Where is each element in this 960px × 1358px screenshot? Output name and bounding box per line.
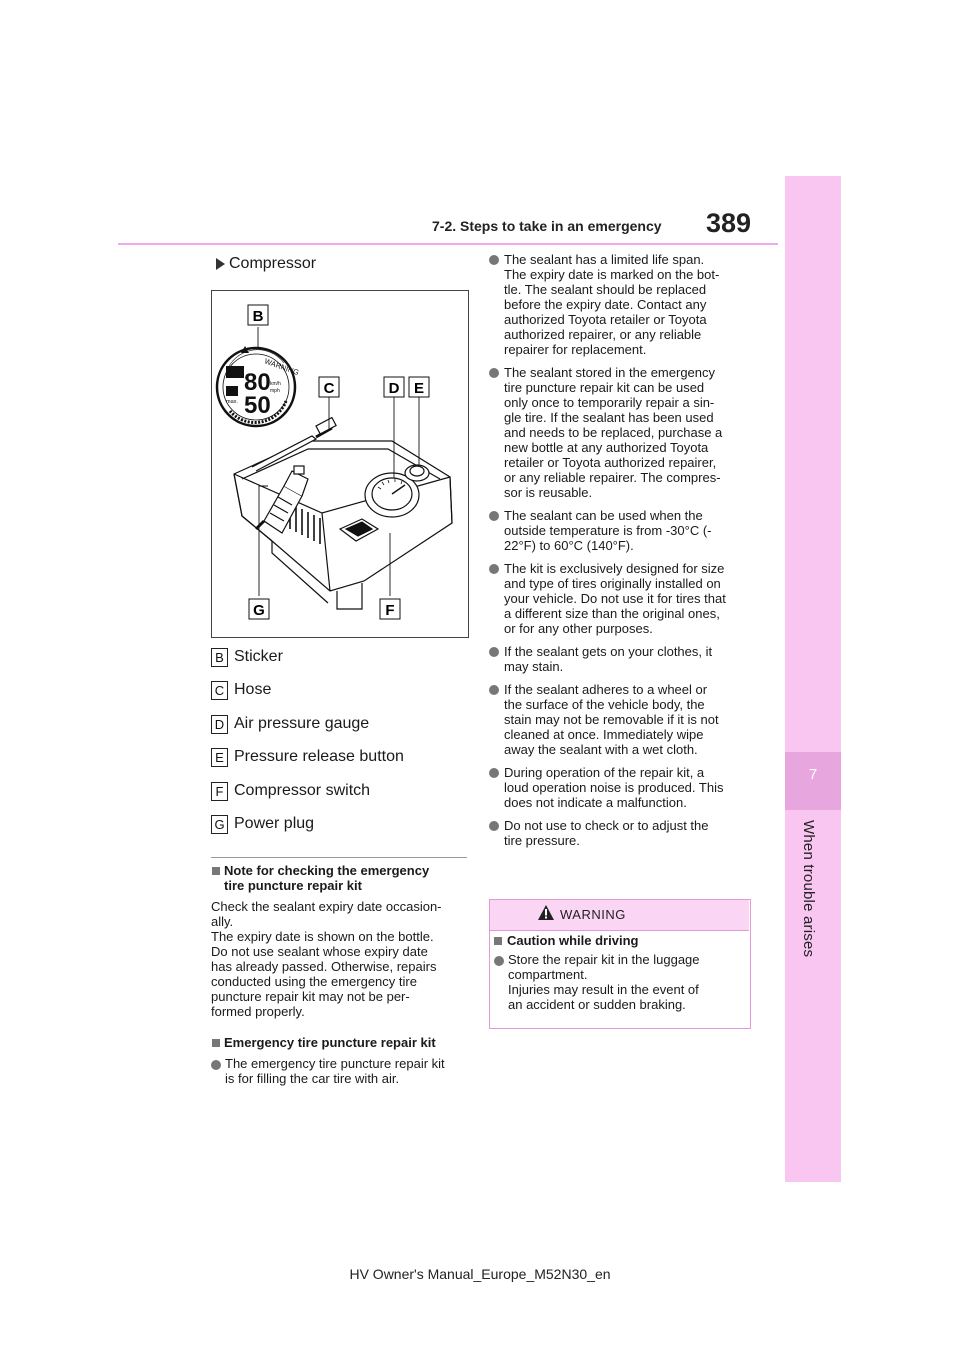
callout-f: F [385, 602, 395, 619]
sticker-speed-top: 80 [244, 369, 271, 396]
warning-bullet [508, 952, 700, 1012]
text-line: or for any other purposes. [504, 621, 653, 636]
chapter-title: When trouble arises [800, 820, 817, 958]
chapter-number: 7 [808, 766, 818, 783]
right-bullet-list [489, 252, 751, 856]
text-line: before the expiry date. Contact any [504, 297, 707, 312]
text-line: The expiry date is shown on the bottle. [211, 929, 434, 944]
side-tab [785, 176, 841, 1182]
text-line: has already passed. Otherwise, repairs [211, 959, 437, 974]
text-line: and type of tires originally installed on [504, 576, 721, 591]
text-line: The kit is exclusively designed for size [504, 561, 725, 576]
text-line: gle tire. If the sealant has been used [504, 410, 714, 425]
legend-label: Pressure release button [234, 748, 404, 765]
square-bullet-icon [212, 1039, 220, 1047]
text-line: authorized Toyota retailer or Toyota [504, 312, 707, 327]
round-bullet-icon [489, 685, 499, 695]
text-line: may stain. [504, 659, 564, 674]
text-line: Do not use to check or to adjust the [504, 818, 709, 833]
square-bullet-icon [212, 867, 220, 875]
square-bullet-icon [494, 937, 502, 945]
text-line: The sealant stored in the emergency [504, 365, 716, 380]
text-line: away the sealant with a wet cloth. [504, 742, 698, 757]
text-line: compartment. [508, 967, 588, 982]
text-line: tire pressure. [504, 833, 580, 848]
text-line: new bottle at any authorized Toyota [504, 440, 709, 455]
note-heading-line-1: Note for checking the emergency [224, 863, 430, 878]
bullet-item [489, 818, 751, 848]
note-body [211, 899, 442, 1019]
sticker-unit-top: km/h [270, 381, 281, 387]
text-line: is for filling the car tire with air. [225, 1071, 400, 1086]
text-line: The sealant can be used when the [504, 508, 703, 523]
legend-item [211, 714, 369, 734]
bullet-item [489, 508, 751, 553]
legend-label: Power plug [234, 815, 315, 832]
text-line: and needs to be replaced, purchase a [504, 425, 723, 440]
warning-title: WARNING [560, 907, 626, 922]
text-line: Check the sealant expiry date occasion- [211, 899, 442, 914]
text-line: Store the repair kit in the luggage [508, 952, 700, 967]
text-line: Do not use sealant whose expiry date [211, 944, 428, 959]
round-bullet-icon [489, 564, 499, 574]
text-line: The sealant has a limited life span. [504, 252, 705, 267]
section-divider [211, 857, 467, 858]
bullet-item [489, 365, 751, 500]
text-line: Injuries may result in the event of [508, 982, 699, 997]
legend-item [211, 781, 370, 801]
legend-label: Air pressure gauge [234, 715, 370, 732]
text-line: cleaned at once. Immediately wipe [504, 727, 704, 742]
bullet-item [489, 252, 751, 357]
text-line: an accident or sudden braking. [508, 997, 686, 1012]
legend-item [211, 680, 271, 700]
legend-label: Sticker [234, 648, 283, 665]
text-line: repairer for replacement. [504, 342, 647, 357]
text-line: During operation of the repair kit, a [504, 765, 705, 780]
figure-heading: Compressor [229, 255, 317, 272]
kit-heading: Emergency tire puncture repair kit [224, 1035, 436, 1050]
callout-b: B [252, 308, 264, 325]
sticker-unit-bottom: mph [270, 388, 280, 394]
bullet-item [489, 561, 751, 636]
round-bullet-icon [489, 647, 499, 657]
text-line: a different size than the original ones, [504, 606, 720, 621]
section-title: 7-2. Steps to take in an emergency [432, 218, 662, 234]
round-bullet-icon [489, 511, 499, 521]
legend-label: Compressor switch [234, 782, 371, 799]
compressor-figure [211, 290, 469, 638]
warning-sticker [217, 346, 300, 426]
text-line: authorized repairer, or any reliable [504, 327, 702, 342]
callout-c: C [323, 380, 335, 397]
legend-letter: C [211, 681, 228, 700]
round-bullet-icon [489, 368, 499, 378]
text-line: 22°F) to 60°C (140°F). [504, 538, 634, 553]
text-line: loud operation noise is produced. This [504, 780, 724, 795]
text-line: conducted using the emergency tire [211, 974, 417, 989]
callout-g: G [253, 602, 265, 619]
text-line: retailer or Toyota authorized repairer, [504, 455, 717, 470]
legend-letter: F [211, 782, 228, 801]
text-line: formed properly. [211, 1004, 305, 1019]
bullet-item [489, 644, 751, 674]
sticker-warning-text: WARNING [263, 356, 301, 378]
text-line: only once to temporarily repair a sin- [504, 395, 715, 410]
header-rule [118, 243, 778, 245]
round-bullet-icon [489, 255, 499, 265]
text-line: The expiry date is marked on the bot- [504, 267, 720, 282]
text-line: the surface of the vehicle body, the [504, 697, 705, 712]
legend-item [211, 647, 283, 667]
text-line: If the sealant gets on your clothes, it [504, 644, 713, 659]
legend-letter: G [211, 815, 228, 834]
footer-text: HV Owner's Manual_Europe_M52N30_en [349, 1266, 611, 1282]
text-line: If the sealant adheres to a wheel or [504, 682, 708, 697]
triangle-bullet-icon [216, 258, 225, 270]
text-line: tire puncture repair kit can be used [504, 380, 705, 395]
text-line: or any reliable repairer. The compres- [504, 470, 721, 485]
callout-d: D [388, 380, 400, 397]
legend-item [211, 814, 314, 834]
text-line: your vehicle. Do not use it for tires that [504, 591, 726, 606]
legend-letter: D [211, 715, 228, 734]
text-line: The emergency tire puncture repair kit [225, 1056, 445, 1071]
legend-item [211, 747, 404, 767]
sticker-max-text: max. [226, 399, 238, 405]
round-bullet-icon [494, 956, 504, 966]
sticker-speed-bottom: 50 [244, 392, 271, 419]
bullet-item [489, 765, 751, 810]
warning-triangle-icon [537, 904, 555, 921]
round-bullet-icon [489, 821, 499, 831]
callout-e: E [413, 380, 425, 397]
compressor-illustration [212, 291, 468, 637]
note-heading-line-2: tire puncture repair kit [224, 878, 362, 893]
warning-subheading: Caution while driving [507, 933, 639, 948]
legend-letter: E [211, 748, 228, 767]
text-line: does not indicate a malfunction. [504, 795, 687, 810]
round-bullet-icon [211, 1060, 221, 1070]
round-bullet-icon [489, 768, 499, 778]
bullet-item [489, 682, 751, 757]
page-number: 389 [706, 208, 752, 238]
text-line: tle. The sealant should be replaced [504, 282, 707, 297]
text-line: stain may not be removable if it is not [504, 712, 719, 727]
legend-label: Hose [234, 681, 272, 698]
legend-letter: B [211, 648, 228, 667]
text-line: puncture repair kit may not be per- [211, 989, 410, 1004]
text-line: ally. [211, 914, 234, 929]
text-line: sor is reusable. [504, 485, 593, 500]
kit-bullet [225, 1056, 445, 1086]
text-line: outside temperature is from -30°C (- [504, 523, 712, 538]
